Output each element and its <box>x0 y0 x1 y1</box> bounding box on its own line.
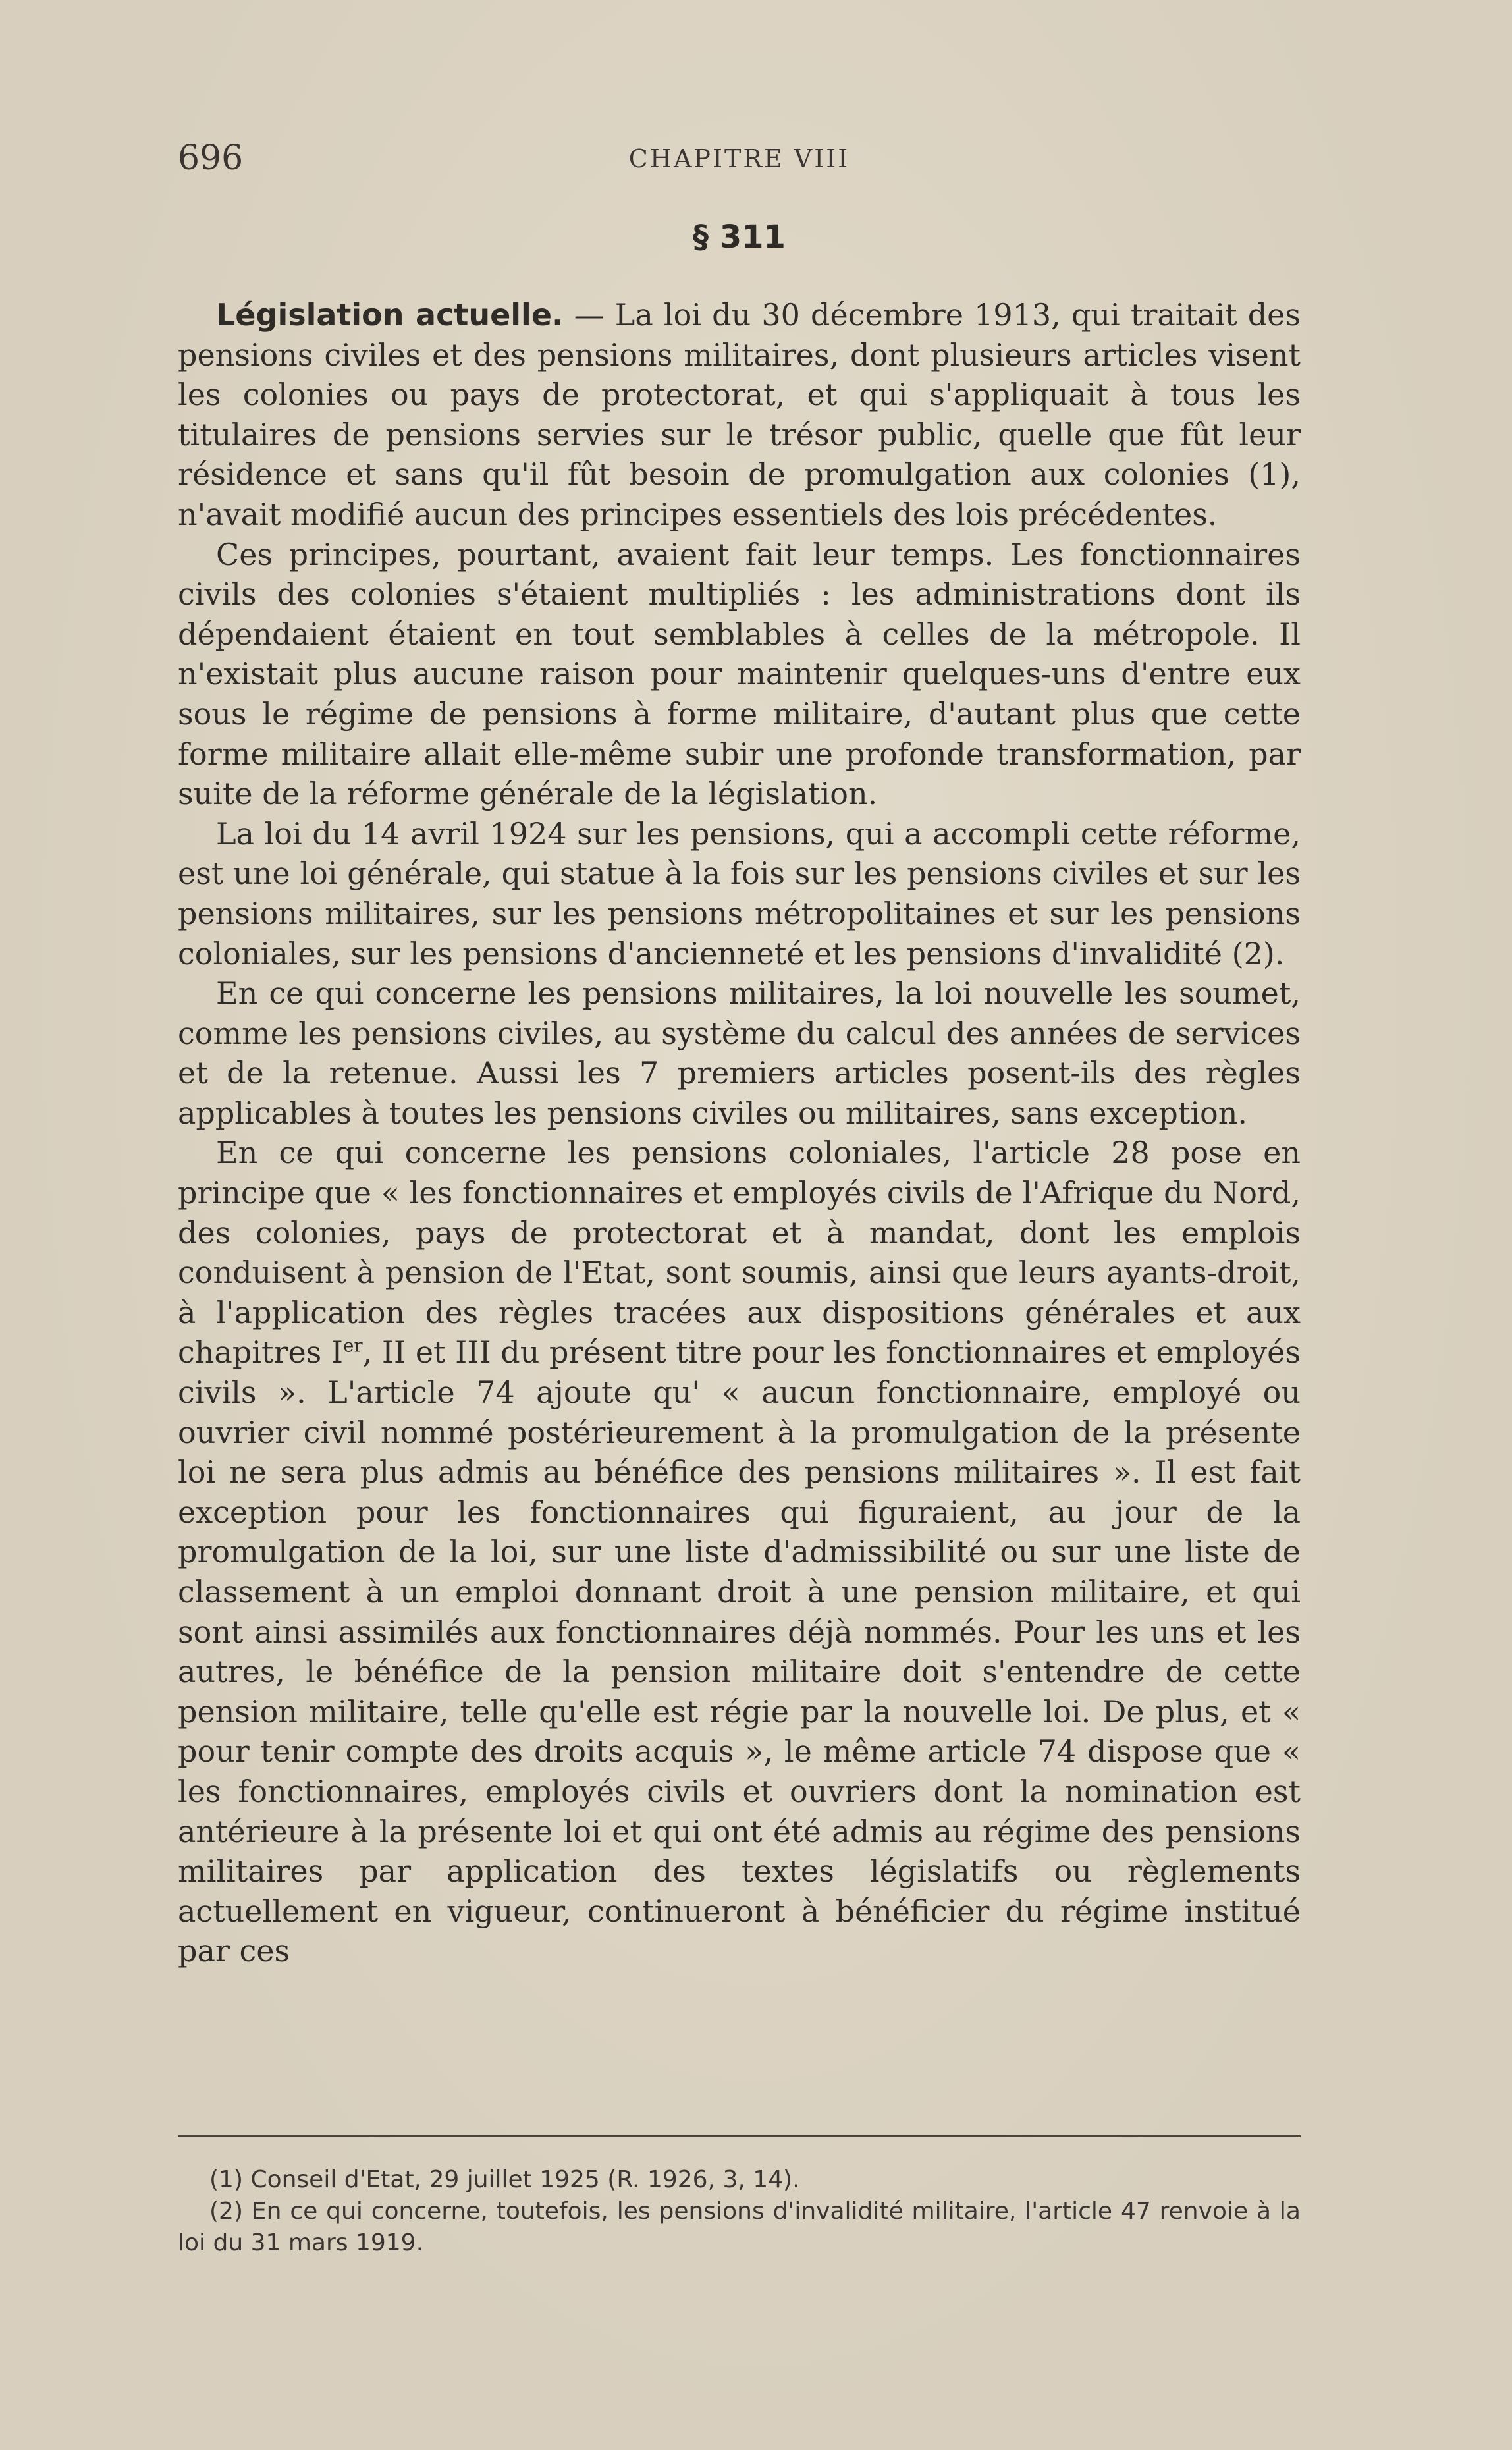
footnote-divider <box>178 2135 1301 2137</box>
section-heading: § 311 <box>693 219 786 256</box>
chapter-title: CHAPITRE VIII <box>628 144 850 173</box>
superscript-er: er <box>343 1335 363 1357</box>
paragraph-5-text-a: En ce qui concerne les pensions coloniales, l'article 28 pose en principe que « les fonctionnaires et employés civils de l'Afrique du Nord, des colonies, pays de protectorat et à mandat, dont les emplois conduisent à pension de l'Etat, sont soumis, ainsi que leurs ayants-droit, à l'application des règles tracées aux dispositions générales et aux chapitres I <box>178 1135 1301 1371</box>
footnote-1: (1) Conseil d'Etat, 29 juillet 1925 (R. 1926, 3, 14). <box>209 2166 800 2193</box>
page-number: 696 <box>178 138 244 178</box>
paragraph-lead-title: Législation actuelle. <box>216 297 564 333</box>
paragraph-4: En ce qui concerne les pensions militaires, la loi nouvelle les soumet, comme les pensions civiles, au système du calcul des années de services et de la retenue. Aussi les 7 premiers articles posent-ils des règles applicables à toutes les pensions civiles ou militaires, sans exception. <box>178 975 1301 1131</box>
footnotes <box>178 2164 1301 2259</box>
footnote-2: (2) En ce qui concerne, toutefois, les pensions d'invalidité militaire, l'article 47 renvoie à la loi du 31 mars 1919. <box>178 2198 1301 2256</box>
paragraph-5 <box>178 1133 1301 1971</box>
running-header <box>178 138 1301 178</box>
body-text <box>178 295 1301 1971</box>
paragraph-1-text: — La loi du 30 décembre 1913, qui traitait des pensions civiles et des pensions militaires, dont plusieurs articles visent les colonies ou pays de protectorat, et qui s'appliquait à tous les titulaires de pensions servies sur le trésor public, quelle que fût leur résidence et sans qu'il fût besoin de promulgation aux colonies (1), n'avait modifié aucun des principes essentiels des lois précédentes. <box>178 297 1301 532</box>
paragraph-5-text-b: , II et III du présent titre pour les fonctionnaires et employés civils ». L'article 74 ajoute qu' « aucun fonctionnaire, employé ou ouvrier civil nommé postérieurement à la promulgation de la présente loi ne sera plus admis au bénéfice des pensions militaires ». Il est fait exception pour les fonctionnaires qui figuraient, au jour de la promulgation de la loi, sur une liste d'admissibilité ou sur une liste de classement à un emploi donnant droit à une pension militaire, et qui sont ainsi assimilés aux fonctionnaires déjà nommés. Pour les uns et les autres, le bénéfice de la pension militaire doit s'entendre de cette pension militaire, telle qu'elle est régie par la nouvelle loi. De plus, et « pour tenir compte des droits acquis », le même article 74 dispose que « les fonctionnaires, employés civils et ouvriers dont la nomination est antérieure à la présente loi et qui ont été admis au régime des pensions militaires par application des textes législatifs ou règlements actuellement en vigueur, continueront à bénéficier du régime institué par ces <box>178 1334 1301 1969</box>
paragraph-2: Ces principes, pourtant, avaient fait leur temps. Les fonctionnaires civils des colonies s'étaient multipliés : les administrations dont ils dépendaient étaient en tout semblables à celles de la métropole. Il n'existait plus aucune raison pour maintenir quelques-uns d'entre eux sous le régime de pensions à forme militaire, d'autant plus que cette forme militaire allait elle-même subir une profonde transformation, par suite de la réforme générale de la législation. <box>178 536 1301 812</box>
paragraph-3: La loi du 14 avril 1924 sur les pensions, qui a accompli cette réforme, est une loi générale, qui statue à la fois sur les pensions civiles et sur les pensions militaires, sur les pensions métropolitaines et sur les pensions coloniales, sur les pensions d'ancienneté et les pensions d'invalidité (2). <box>178 815 1301 971</box>
paragraph-1 <box>178 295 1301 535</box>
